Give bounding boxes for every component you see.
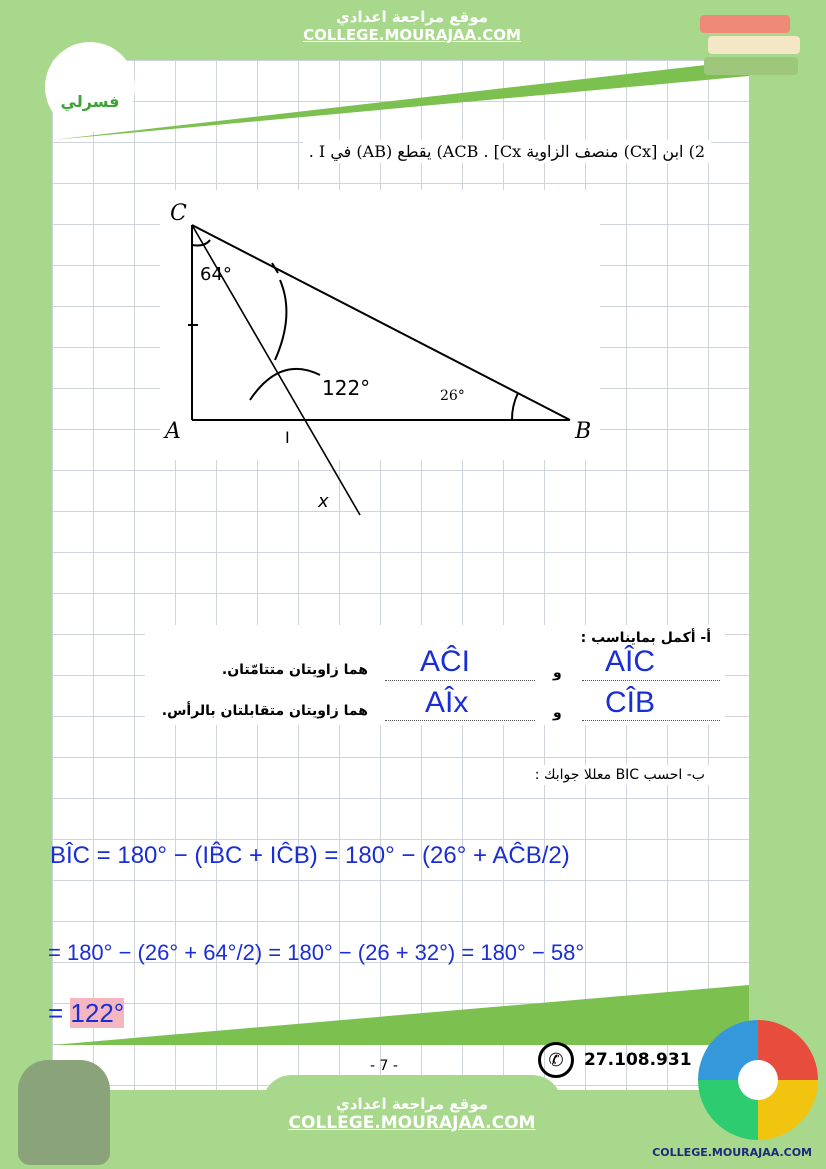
and-label: و — [553, 665, 562, 681]
answer-1-1: AÎC — [605, 645, 656, 678]
phone-contact — [538, 1042, 692, 1078]
label-A: A — [165, 419, 181, 444]
answer-line — [582, 720, 720, 721]
angle-B-label: 26° — [440, 388, 465, 404]
logo — [45, 42, 135, 132]
solution-line-3 — [48, 998, 124, 1029]
school-wheel-icon — [698, 1020, 818, 1140]
label-B: B — [575, 419, 592, 444]
footer-banner — [262, 1075, 562, 1169]
backpack-icon — [18, 1060, 110, 1165]
row2-text: هما زاويتان متقابلتان بالرأس. — [161, 703, 368, 719]
answer-line — [385, 720, 535, 721]
label-x: x — [318, 491, 329, 512]
row1-text: هما زاويتان متتامّتان. — [221, 662, 368, 678]
answer-line — [582, 680, 720, 681]
footer-site-ar: موقع مراجعة اعدادي — [336, 1095, 488, 1113]
and-label: و — [553, 705, 562, 721]
final-result: 122° — [70, 998, 125, 1028]
logo-text: فسرلي — [60, 92, 120, 111]
solution-line-2: = 180° − (26° + 64°/2) = 180° − (26 + 32°) = 180° − 58° — [48, 940, 585, 965]
answer-2-2: AÎx — [425, 686, 469, 719]
phone-number: 27.108.931 — [584, 1050, 692, 1070]
footer-site-link[interactable]: COLLEGE.MOURAJAA.COM — [288, 1113, 536, 1133]
solution-line-1: BÎC = 180° − (IB̂C + IĈB) = 180° − (26° + AĈB/2) — [50, 842, 570, 869]
label-C: C — [170, 201, 187, 226]
site-badge[interactable]: COLLEGE.MOURAJAA.COM — [652, 1146, 812, 1159]
angle-I-label: 122° — [322, 376, 371, 400]
phone-icon: ✆ — [538, 1042, 574, 1078]
header-banner — [262, 0, 562, 58]
books-icon — [700, 15, 800, 95]
triangle-figure — [150, 185, 600, 525]
angle-C-label: 64° — [200, 264, 232, 285]
question-text: 2) ابن [Cx) منصف الزاوية ACB . [Cx) يقطع (AB) في I . — [303, 140, 711, 163]
equals-sign: = — [48, 998, 64, 1028]
header-site-link[interactable]: COLLEGE.MOURAJAA.COM — [303, 26, 521, 44]
answer-line — [385, 680, 535, 681]
header-site-ar: موقع مراجعة اعدادي — [336, 8, 488, 26]
answer-2-1: CÎB — [605, 686, 656, 719]
page-number: - 7 - — [370, 1058, 398, 1074]
label-I: I — [285, 428, 290, 447]
part-a-title: أ- أكمل بمايناسب : — [580, 630, 711, 646]
answer-1-2: AĈI — [420, 645, 471, 678]
part-b-title: ب- احسب BIC معللا جوابك : — [529, 765, 711, 785]
